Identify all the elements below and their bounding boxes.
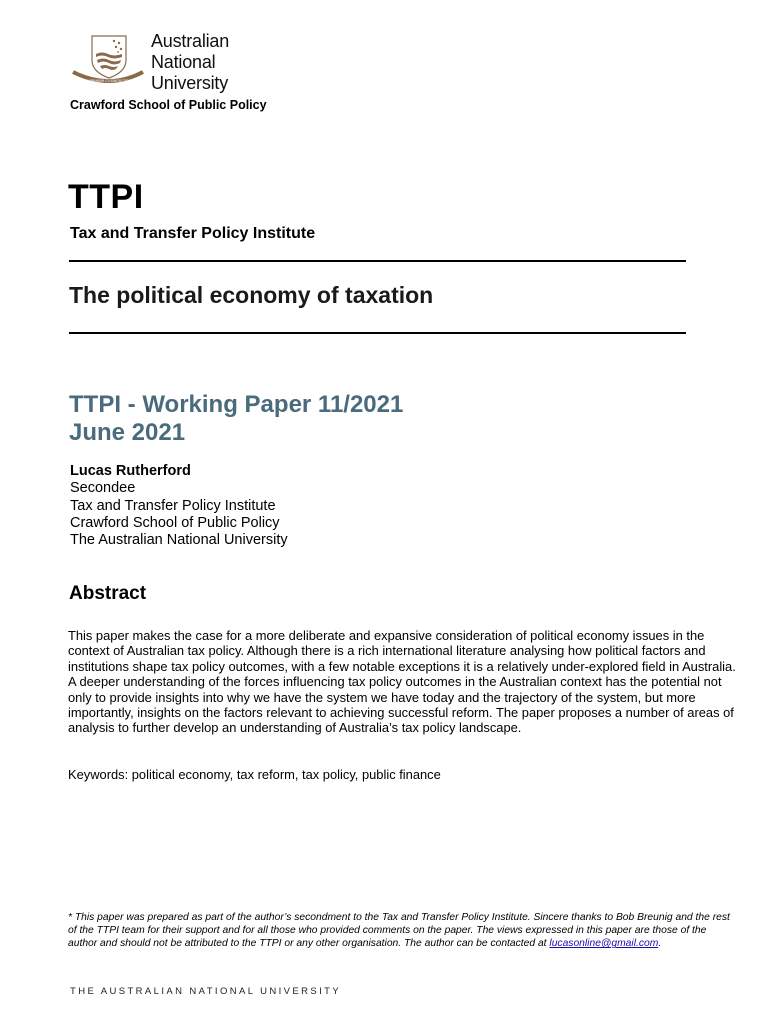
crest-motto: NATURAM PRIMUM COGNOSCERE RERUM [70,79,146,83]
anu-crest-logo [70,30,146,86]
footnote [68,911,738,951]
footnote-end: . [658,938,662,950]
abstract-heading: Abstract [69,583,147,604]
wordmark-line: Australian [151,31,230,51]
footer-university: THE AUSTRALIAN NATIONAL UNIVERSITY [70,986,342,997]
paper-date: June 2021 [69,419,186,446]
author-affiliation: Tax and Transfer Policy Institute [70,497,276,514]
paper-series: TTPI - Working Paper 11/2021 [69,391,404,418]
institute-acronym: TTPI [68,178,144,216]
divider [69,332,686,334]
author-affiliation: Crawford School of Public Policy [70,514,280,531]
abstract-body: This paper makes the case for a more deliberate and expansive consideration of political economy issues in the context of Australian tax policy. Although there is a rich international literature analysing how political factors and institutions shape tax policy outcomes, with a few notable exceptions it is a relatively under-explored field in Australia. A deeper understanding of the forces influencing tax policy outcomes in the Australian context has the potential not only to provide insights into why we have the system we have today and the trajectory of the system, but more importantly, insights on the factors relevant to achieving successful reform. The paper proposes a number of areas of analysis to further develop an understanding of Australia’s tax policy landscape. [68,628,736,736]
author-affiliation: The Australian National University [70,532,288,549]
paper-title: The political economy of taxation [69,282,434,308]
university-wordmark [151,31,229,94]
author-block [70,463,288,549]
divider [69,260,686,262]
keywords: Keywords: political economy, tax reform, tax policy, public finance [68,767,441,782]
author-email-link[interactable]: lucasonline@gmail.com [549,938,659,950]
author-name: Lucas Rutherford [70,463,191,479]
author-role: Secondee [70,480,136,497]
institute-name: Tax and Transfer Policy Institute [70,225,316,242]
wordmark-line: National [151,52,216,72]
wordmark-line: University [151,73,229,93]
footnote-text: * This paper was prepared as part of the author’s secondment to the Tax and Transfer Policy Institute. Sincere thanks to Bob Breunig and the rest of the TTPI team for their support and for all those who provided comments on the paper. The views expressed in this paper are those of the author and should not be attributed to the TTPI or any other organisation. The author can be contacted at [68,912,730,950]
working-paper-heading [69,391,403,447]
school-name: Crawford School of Public Policy [70,98,267,112]
